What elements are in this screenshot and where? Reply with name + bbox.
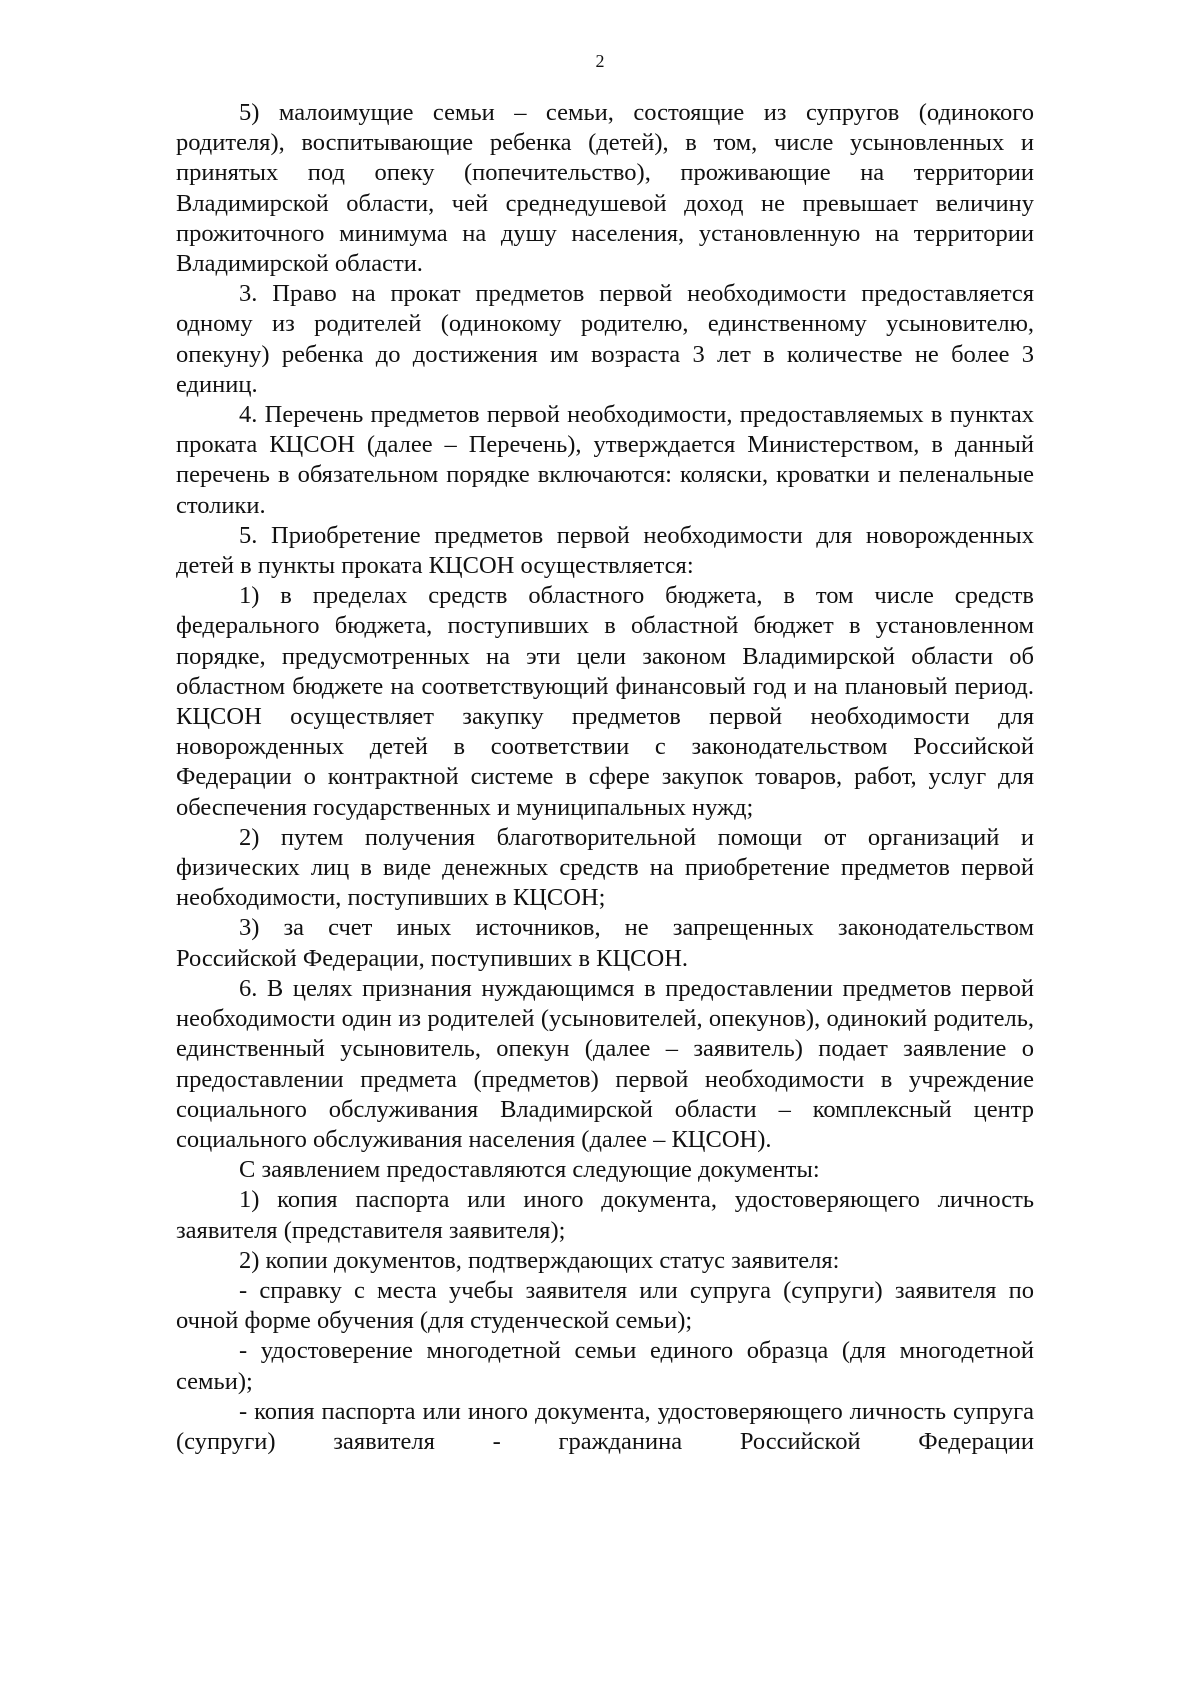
paragraph-doc-2-status: 2) копии документов, подтверждающих статус заявителя:: [239, 1246, 840, 1274]
paragraph-subitem-1-budget: 1) в пределах средств областного бюджета, в том числе средств федерального бюджета, поступивших в областной бюджет в установленном порядке, предусмотренных на эти цели законом Владимирской области об областном бюджете на соответствующий финансовый год и на плановый период. КЦСОН осуществляет закупку предметов первой необходимости для новорожденных детей в соответствии с законодательством Российской Федерации о контрактной системе в сфере закупок товаров, работ, услуг для обеспечения государственных и муниципальных нужд;: [176, 582, 1034, 821]
paragraph-doc-1-passport: 1) копия паспорта или иного документа, удостоверяющего личность заявителя (представителя заявителя);: [176, 1186, 1034, 1244]
paragraph-doc-spouse-passport: - копия паспорта или иного документа, удостоверяющего личность супруга (супруги) заявителя - гражданина Российской Федерации: [176, 1397, 1034, 1455]
paragraph-item-6-application: 6. В целях признания нуждающимся в предоставлении предметов первой необходимости один из родителей (усыновителей, опекунов), одинокий родитель, единственный усыновитель, опекун (далее – заявитель) подает заявление о предоставлении предмета (предметов) первой необходимости в учреждение социального обслуживания Владимирской области – комплексный центр социального обслуживания населения (далее – КЦСОН).: [176, 974, 1034, 1153]
document-body: [176, 98, 1034, 1457]
paragraph-low-income-families: 5) малоимущие семьи – семьи, состоящие из супругов (одинокого родителя), воспитывающие ребенка (детей), в том, числе усыновленных и принятых под опеку (попечительство), проживающие на территории Владимирской области, чей среднедушевой доход не превышает величину прожиточного минимума на душу населения, установленную на территории Владимирской области.: [176, 99, 1034, 278]
paragraph-item-4-list: 4. Перечень предметов первой необходимости, предоставляемых в пунктах проката КЦСОН (далее – Перечень), утверждается Министерством, в данный перечень в обязательном порядке включаются: коляски, кроватки и пеленальные столики.: [176, 401, 1034, 519]
paragraph-doc-student-certificate: - справку с места учебы заявителя или супруга (супруги) заявителя по очной форме обучения (для студенческой семьи);: [176, 1276, 1034, 1335]
paragraph-subitem-3-other-sources: 3) за счет иных источников, не запрещенных законодательством Российской Федерации, поступивших в КЦСОН.: [176, 914, 1034, 972]
paragraph-doc-large-family-certificate: - удостоверение многодетной семьи единого образца (для многодетной семьи);: [176, 1337, 1034, 1395]
page-number: 2: [595, 51, 605, 71]
paragraph-item-5-acquisition: 5. Приобретение предметов первой необходимости для новорожденных детей в пункты проката КЦСОН осуществляется:: [176, 521, 1034, 580]
paragraph-subitem-2-charity: 2) путем получения благотворительной помощи от организаций и физических лиц в виде денежных средств на приобретение предметов первой необходимости, поступивших в КЦСОН;: [176, 823, 1034, 912]
paragraph-documents-intro: С заявлением предоставляются следующие документы:: [239, 1156, 820, 1184]
paragraph-item-3-rental-right: 3. Право на прокат предметов первой необходимости предоставляется одному из родителей (одинокому родителю, единственному усыновителю, опекуну) ребенка до достижения им возраста 3 лет в количестве не более 3 единиц.: [176, 280, 1034, 398]
